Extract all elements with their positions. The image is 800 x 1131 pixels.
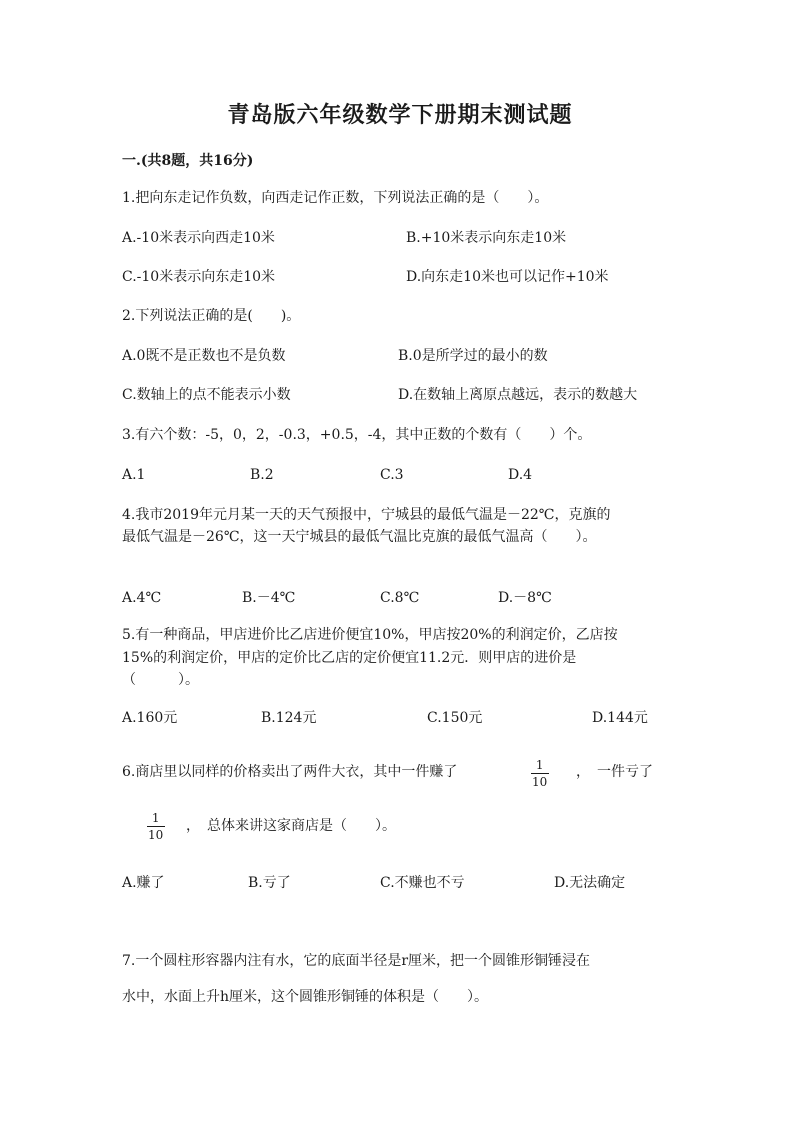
question-2-option-b[interactable]: B.0是所学过的最小的数 [398, 348, 548, 364]
question-1-stem: 1.把向东走记作负数，向西走记作正数，下列说法正确的是（ ）。 [122, 190, 549, 206]
question-2-option-a[interactable]: A.0既不是正数也不是负数 [122, 348, 286, 364]
question-3-stem: 3.有六个数：-5，0，2，-0.3，+0.5，-4，其中正数的个数有（ ）个。 [122, 427, 592, 443]
question-4-option-d[interactable]: D.－8℃ [498, 590, 552, 606]
question-7-stem-line-1: 7.一个圆柱形容器内注有水，它的底面半径是r厘米，把一个圆锥形铜锤浸在 [122, 953, 591, 969]
question-6-stem-part-2: ， 一件亏了 [576, 764, 653, 780]
fraction-one-tenth [530, 757, 549, 789]
fraction-denominator: 10 [148, 828, 164, 842]
question-6-option-b[interactable]: B.亏了 [248, 875, 291, 891]
question-3-option-c[interactable]: C.3 [380, 467, 404, 483]
question-3-option-a[interactable]: A.1 [122, 467, 146, 483]
question-5-stem-line-3: （ ）。 [122, 672, 199, 688]
fraction-numerator: 1 [535, 758, 544, 772]
question-1-option-b[interactable]: B.+10米表示向东走10米 [406, 230, 567, 246]
fraction-one-tenth [146, 810, 165, 842]
question-3-option-d[interactable]: D.4 [508, 467, 533, 483]
section-heading: 一.(共8题，共16分) [122, 153, 254, 169]
page-title: 青岛版六年级数学下册期末测试题 [227, 102, 573, 128]
question-4-option-b[interactable]: B.－4℃ [242, 590, 296, 606]
question-7-stem-line-2: 水中，水面上升h厘米，这个圆锥形铜锤的体积是（ ）。 [122, 989, 489, 1005]
fraction-bar [147, 826, 165, 827]
question-5-option-b[interactable]: B.124元 [261, 710, 317, 726]
question-6-option-c[interactable]: C.不赚也不亏 [380, 875, 465, 891]
question-4-stem-line-1: 4.我市2019年元月某一天的天气预报中，宁城县的最低气温是－22℃，克旗的 [122, 507, 611, 523]
question-2-option-d[interactable]: D.在数轴上离原点越远，表示的数越大 [398, 387, 638, 403]
question-6-option-d[interactable]: D.无法确定 [554, 875, 626, 891]
question-1-option-c[interactable]: C.-10米表示向东走10米 [122, 269, 276, 285]
question-5-option-c[interactable]: C.150元 [427, 710, 483, 726]
question-4-stem-line-2: 最低气温是－26℃，这一天宁城县的最低气温比克旗的最低气温高（ ）。 [122, 529, 597, 545]
question-4-option-c[interactable]: C.8℃ [380, 590, 420, 606]
question-1-option-d[interactable]: D.向东走10米也可以记作+10米 [406, 269, 609, 285]
question-6-stem-part-3: ， 总体来讲这家商店是（ ）。 [186, 818, 396, 834]
question-2-option-c[interactable]: C.数轴上的点不能表示小数 [122, 387, 291, 403]
question-2-stem: 2.下列说法正确的是( )。 [122, 308, 301, 324]
question-6-option-a[interactable]: A.赚了 [122, 875, 165, 891]
question-5-option-a[interactable]: A.160元 [122, 710, 178, 726]
question-5-stem-line-2: 15%的利润定价，甲店的定价比乙店的定价便宜11.2元．则甲店的进价是 [122, 650, 577, 666]
question-6-stem-part-1: 6.商店里以同样的价格卖出了两件大衣，其中一件赚了 [122, 764, 458, 780]
question-5-option-d[interactable]: D.144元 [592, 710, 648, 726]
question-4-option-a[interactable]: A.4℃ [122, 590, 162, 606]
fraction-denominator: 10 [532, 775, 548, 789]
fraction-numerator: 1 [151, 811, 160, 825]
question-1-option-a[interactable]: A.-10米表示向西走10米 [122, 230, 275, 246]
question-3-option-b[interactable]: B.2 [250, 467, 274, 483]
fraction-bar [531, 773, 549, 774]
question-5-stem-line-1: 5.有一种商品，甲店进价比乙店进价便宜10%，甲店按20%的利润定价，乙店按 [122, 627, 618, 643]
